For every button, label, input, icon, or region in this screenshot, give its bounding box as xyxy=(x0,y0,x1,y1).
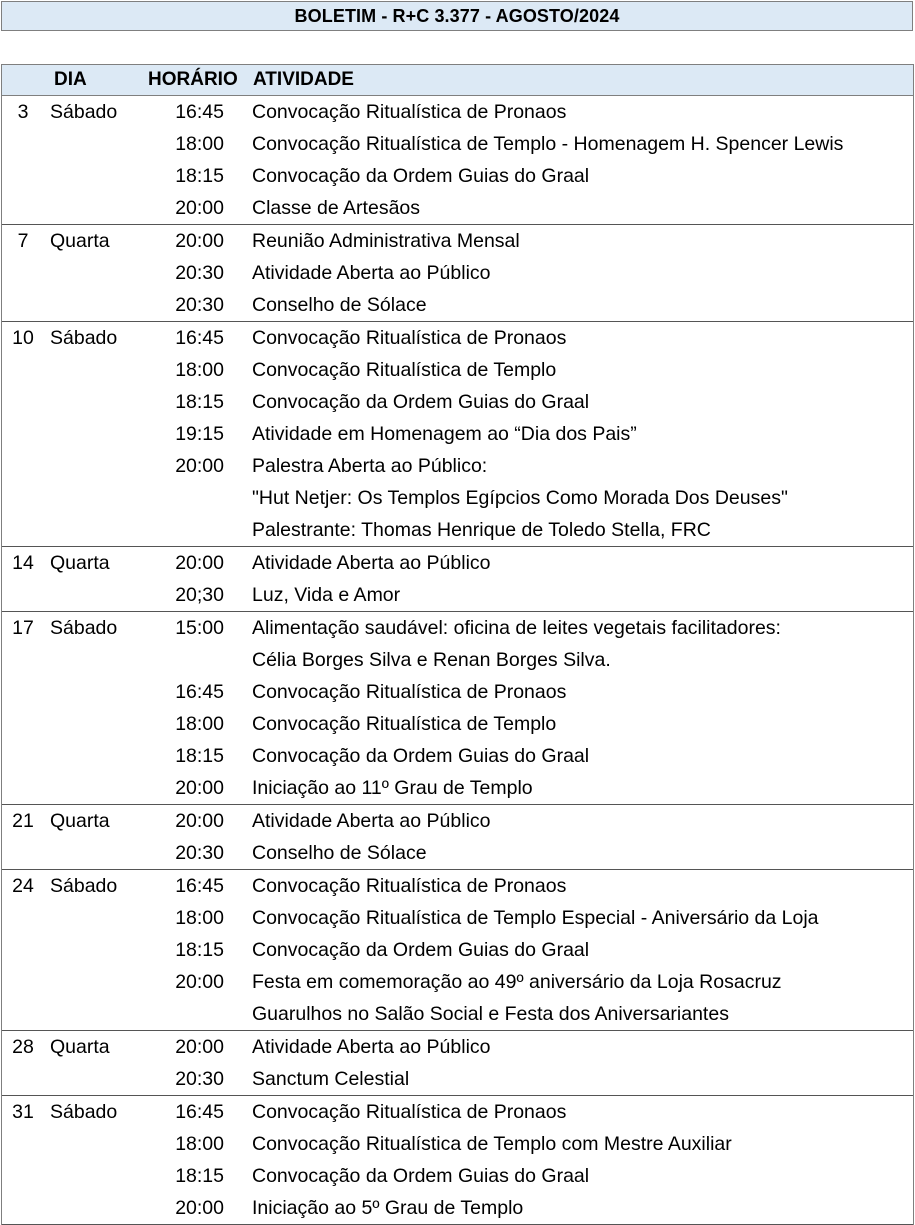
activity-cell: Convocação Ritualística de Templo xyxy=(252,358,557,381)
activity-cell: Convocação da Ordem Guias do Graal xyxy=(252,164,590,187)
activity-cell: Convocação Ritualística de Pronaos xyxy=(252,1100,567,1123)
weekday: Sábado xyxy=(50,326,118,349)
schedule-row xyxy=(2,1128,913,1160)
schedule-row xyxy=(2,708,913,740)
activity-cell: Convocação Ritualística de Pronaos xyxy=(252,680,567,703)
activity-cell: Palestra Aberta ao Público: xyxy=(252,454,488,477)
activity-cell: Convocação Ritualística de Pronaos xyxy=(252,100,567,123)
day-group xyxy=(2,1096,913,1225)
time-cell: 16:45 xyxy=(175,326,224,349)
activity-cell: Convocação da Ordem Guias do Graal xyxy=(252,390,590,413)
time-cell: 20:30 xyxy=(175,261,224,284)
time-cell: 18:15 xyxy=(175,164,224,187)
schedule-row xyxy=(2,644,913,676)
time-cell: 20;30 xyxy=(175,583,224,606)
activity-cell: Classe de Artesãos xyxy=(252,196,421,219)
activity-cell: Guarulhos no Salão Social e Festa dos Aniversariantes xyxy=(252,1002,729,1025)
schedule-row xyxy=(2,96,913,128)
schedule-row xyxy=(2,322,913,354)
activity-cell: Convocação Ritualística de Pronaos xyxy=(252,874,567,897)
schedule-row xyxy=(2,386,913,418)
schedule-row xyxy=(2,418,913,450)
activity-cell: Convocação Ritualística de Pronaos xyxy=(252,326,567,349)
schedule-row xyxy=(2,289,913,321)
activity-cell: Atividade Aberta ao Público xyxy=(252,551,491,574)
schedule-row xyxy=(2,1031,913,1063)
day-group xyxy=(2,612,913,805)
schedule-row xyxy=(2,805,913,837)
schedule-row xyxy=(2,1160,913,1192)
activity-cell: Luz, Vida e Amor xyxy=(252,583,401,606)
activity-cell: Convocação Ritualística de Templo - Homenagem H. Spencer Lewis xyxy=(252,132,844,155)
activity-cell: Atividade Aberta ao Público xyxy=(252,261,491,284)
activity-cell: Reunião Administrativa Mensal xyxy=(252,229,520,252)
day-number: 14 xyxy=(12,551,34,574)
day-group xyxy=(2,225,913,322)
activity-cell: Atividade Aberta ao Público xyxy=(252,809,491,832)
schedule-row xyxy=(2,192,913,224)
weekday: Quarta xyxy=(50,1035,110,1058)
time-cell: 18:15 xyxy=(175,390,224,413)
schedule-row xyxy=(2,837,913,869)
schedule-table xyxy=(1,64,914,1225)
day-group xyxy=(2,322,913,547)
day-group xyxy=(2,805,913,870)
day-number: 21 xyxy=(12,809,34,832)
schedule-row xyxy=(2,579,913,611)
day-group xyxy=(2,1031,913,1096)
schedule-row xyxy=(2,612,913,644)
activity-cell: Atividade em Homenagem ao “Dia dos Pais” xyxy=(252,422,637,445)
time-cell: 18:00 xyxy=(175,1132,224,1155)
weekday: Sábado xyxy=(50,616,118,639)
schedule-row xyxy=(2,740,913,772)
schedule-row xyxy=(2,482,913,514)
time-cell: 20:00 xyxy=(175,196,224,219)
activity-cell: Convocação Ritualística de Templo xyxy=(252,712,557,735)
activity-cell: Festa em comemoração ao 49º aniversário da Loja Rosacruz xyxy=(252,970,782,993)
weekday: Quarta xyxy=(50,229,110,252)
time-cell: 18:15 xyxy=(175,938,224,961)
schedule-row xyxy=(2,676,913,708)
activity-cell: Iniciação ao 5º Grau de Templo xyxy=(252,1196,524,1219)
time-cell: 20:00 xyxy=(175,454,224,477)
activity-cell: Sanctum Celestial xyxy=(252,1067,410,1090)
schedule-row xyxy=(2,966,913,998)
activity-cell: Palestrante: Thomas Henrique de Toledo Stella, FRC xyxy=(252,518,711,541)
time-cell: 20:00 xyxy=(175,1196,224,1219)
schedule-row xyxy=(2,902,913,934)
weekday: Quarta xyxy=(50,809,110,832)
schedule-row xyxy=(2,772,913,804)
activity-cell: Convocação da Ordem Guias do Graal xyxy=(252,938,590,961)
header-horario: HORÁRIO xyxy=(148,69,238,90)
time-cell: 20:00 xyxy=(175,1035,224,1058)
day-group xyxy=(2,96,913,225)
activity-cell: Convocação Ritualística de Templo Especial - Aniversário da Loja xyxy=(252,906,819,929)
schedule-row xyxy=(2,160,913,192)
schedule-row xyxy=(2,1096,913,1128)
time-cell: 20:00 xyxy=(175,970,224,993)
activity-cell: Conselho de Sólace xyxy=(252,841,427,864)
time-cell: 18:15 xyxy=(175,1164,224,1187)
weekday: Sábado xyxy=(50,1100,118,1123)
schedule-row xyxy=(2,547,913,579)
activity-cell: Convocação da Ordem Guias do Graal xyxy=(252,744,590,767)
time-cell: 20:00 xyxy=(175,551,224,574)
day-number: 3 xyxy=(17,100,29,123)
day-group xyxy=(2,870,913,1031)
header-dia: DIA xyxy=(54,69,87,90)
time-cell: 15:00 xyxy=(175,616,224,639)
time-cell: 20:00 xyxy=(175,776,224,799)
activity-cell: Convocação Ritualística de Templo com Mestre Auxiliar xyxy=(252,1132,732,1155)
schedule-row xyxy=(2,934,913,966)
time-cell: 18:00 xyxy=(175,712,224,735)
time-cell: 16:45 xyxy=(175,100,224,123)
time-cell: 18:15 xyxy=(175,744,224,767)
time-cell: 18:00 xyxy=(175,906,224,929)
time-cell: 20:30 xyxy=(175,293,224,316)
schedule-row xyxy=(2,450,913,482)
activity-cell: Célia Borges Silva e Renan Borges Silva. xyxy=(252,648,611,671)
activity-cell: Iniciação ao 11º Grau de Templo xyxy=(252,776,533,799)
bulletin-title: BOLETIM - R+C 3.377 - AGOSTO/2024 xyxy=(1,1,913,31)
time-cell: 19:15 xyxy=(175,422,224,445)
header-atividade: ATIVIDADE xyxy=(253,69,354,90)
time-cell: 16:45 xyxy=(175,680,224,703)
schedule-row xyxy=(2,998,913,1030)
day-number: 7 xyxy=(17,229,29,252)
day-number: 28 xyxy=(12,1035,34,1058)
time-cell: 18:00 xyxy=(175,132,224,155)
day-number: 31 xyxy=(12,1100,34,1123)
schedule-row xyxy=(2,257,913,289)
day-number: 17 xyxy=(12,616,34,639)
day-group xyxy=(2,547,913,612)
day-number: 10 xyxy=(12,326,34,349)
activity-cell: Conselho de Sólace xyxy=(252,293,427,316)
time-cell: 20:30 xyxy=(175,1067,224,1090)
activity-cell: Alimentação saudável: oficina de leites vegetais facilitadores: xyxy=(252,616,781,639)
schedule-row xyxy=(2,1063,913,1095)
schedule-row xyxy=(2,354,913,386)
schedule-row xyxy=(2,514,913,546)
schedule-row xyxy=(2,225,913,257)
schedule-row xyxy=(2,870,913,902)
weekday: Sábado xyxy=(50,100,118,123)
activity-cell: Convocação da Ordem Guias do Graal xyxy=(252,1164,590,1187)
schedule-body xyxy=(2,96,913,1225)
time-cell: 20:30 xyxy=(175,841,224,864)
time-cell: 18:00 xyxy=(175,358,224,381)
time-cell: 16:45 xyxy=(175,874,224,897)
time-cell: 20:00 xyxy=(175,229,224,252)
time-cell: 16:45 xyxy=(175,1100,224,1123)
time-cell: 20:00 xyxy=(175,809,224,832)
table-header xyxy=(2,64,913,96)
schedule-row xyxy=(2,1192,913,1224)
day-number: 24 xyxy=(12,874,34,897)
activity-cell: "Hut Netjer: Os Templos Egípcios Como Morada Dos Deuses" xyxy=(252,486,788,509)
schedule-row xyxy=(2,128,913,160)
weekday: Quarta xyxy=(50,551,110,574)
weekday: Sábado xyxy=(50,874,118,897)
activity-cell: Atividade Aberta ao Público xyxy=(252,1035,491,1058)
